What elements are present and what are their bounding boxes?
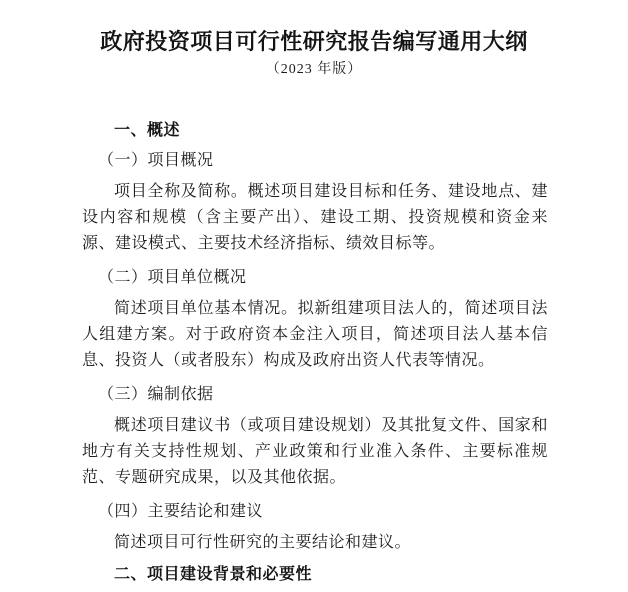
paragraph-project-unit-profile: 简述项目单位基本情况。拟新组建项目法人的，简述项目法人组建方案。对于政府资本金注入项目，简述项目法人基本信息、投资人（或者股东）构成及政府出资人代表等情况。: [82, 300, 548, 369]
section-heading-background-necessity: 二、项目建设背景和必要性: [114, 566, 313, 583]
document-title: 政府投资项目可行性研究报告编写通用大纲: [100, 29, 528, 54]
paragraph-project-profile: 项目全称及简称。概述项目建设目标和任务、建设地点、建设内容和规模（含主要产出）、建设工期、投资规模和资金来源、建设模式、主要技术经济指标、绩效目标等。: [82, 183, 548, 252]
section-heading-overview: 一、概述: [114, 122, 181, 139]
document-body: [82, 118, 548, 588]
subsection-heading-project-unit-profile: （二）项目单位概况: [98, 269, 247, 286]
document-subtitle: （2023 年版）: [265, 62, 363, 77]
subsection-heading-conclusions-suggestions: （四）主要结论和建议: [98, 503, 264, 520]
paragraph-compilation-basis: 概述项目建议书（或项目建设规划）及其批复文件、国家和地方有关支持性规划、产业政策和行业准入条件、主要标准规范、专题研究成果，以及其他依据。: [82, 417, 548, 486]
subsection-heading-compilation-basis: （三）编制依据: [98, 386, 214, 403]
paragraph-conclusions-suggestions: 简述项目可行性研究的主要结论和建议。: [114, 534, 412, 551]
subsection-heading-project-profile: （一）项目概况: [98, 152, 214, 169]
